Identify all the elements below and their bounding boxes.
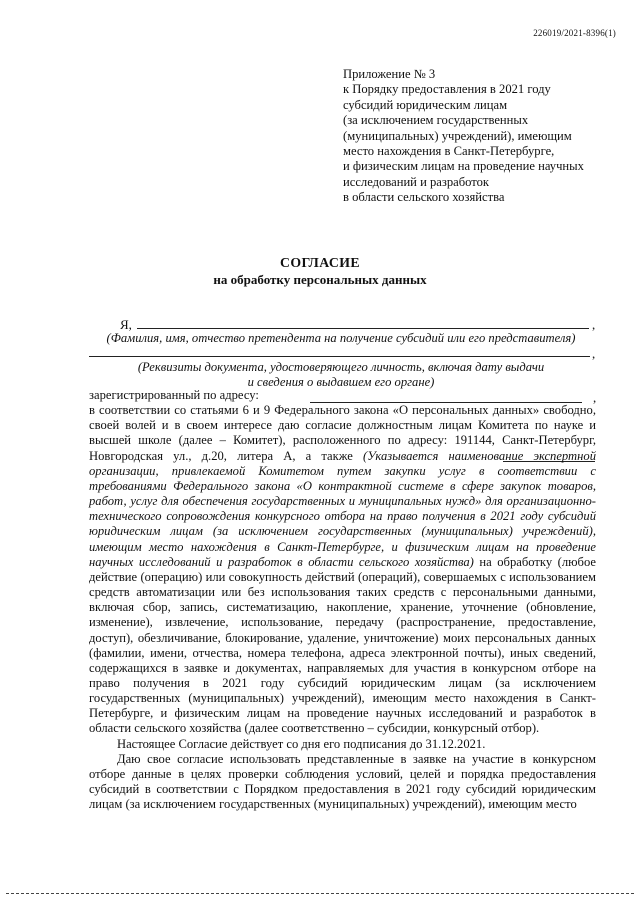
document-number: 226019/2021-8396(1) [533,28,616,38]
registered-label: зарегистрированный по адресу: [89,388,259,402]
page-bottom-rule [6,893,634,894]
address-comma: , [593,390,597,405]
id-document-hint-2: и сведения о выдавшем его органе) [247,375,435,389]
id-document-comma: , [592,346,596,361]
appendix-block [343,67,623,206]
ya-label: Я, [120,317,132,332]
appendix-line: (за исключением государственных [343,113,529,128]
appendix-line: и физическим лицам на проведение научных [343,159,584,174]
fio-hint: (Фамилия, имя, отчество претендента на получение субсидий или его представителя) [106,331,576,345]
expert-org-hint: (Указывается наименование экспертной организации, привлекаемой Комитетом путем закупки услуг в соответствии с требованиями Федерального закона «О контрактной системе в сфере закупок товаров, работ, услуг для обеспечения государственных и муниципальных нужд» для организационно-технического сопровождения конкурсного отбора на право получения в 2021 году субсидий юридическим лицам (за исключением государственных (муниципальных) учреждений), имеющим место нахождения в Санкт-Петербурге, и физическим лицам на проведение научных исследований и разработок в области сельского хозяйства) [89,448,596,569]
fio-field[interactable] [137,314,589,329]
appendix-line: исследований и разработок [343,174,489,189]
appendix-line: Приложение № 3 [343,67,436,81]
id-document-field[interactable] [89,342,590,357]
document-subtitle: на обработку персональных данных [213,272,427,287]
consent-body [89,388,596,812]
appendix-line: субсидий юридическим лицам [343,97,508,112]
appendix-line: (муниципальных) учреждений), имеющим [343,128,572,143]
appendix-line: место нахождения в Санкт-Петербурге, [343,144,555,159]
consent-paragraph-3: Даю свое согласие использовать представленные в заявке на участие в конкурсном отборе данные в целях проверки соблюдения условий, целей и порядка предоставления субсидий в соответствии с Порядком предоставления в 2021 году субсидий юридическим лицам (за исключением государственных (муниципальных) учреждений), имеющим место [89,751,596,812]
id-document-hint-1: (Реквизиты документа, удостоверяющего личность, включая дату выдачи [137,360,545,374]
para1-tail: на обработку (любое действие (операцию) или совокупность действий (операций), совершаемых с использованием средств автоматизации или без использования таких средств с персональными данными, включая сбор, запись, систематизацию, накопление, хранение, уточнение (обновление, изменение), извлечение, использование, передачу (распространение, предоставление, доступ), обезличивание, блокирование, удаление, уничтожение) моих персональных данных (фамилии, имени, отчества, номера телефона, адреса электронной почты), иных сведений, содержащихся в заявке и документах, направляемых для участия в конкурсном отборе на право получения в 2021 году субсидий юридическим лицам (за исключением государственных (муниципальных) учреждений), имеющим место нахождения в Санкт-Петербурге, и физическим лицам на проведение научных исследований и разработок в области сельского хозяйства (далее соответственно – субсидии, конкурсный отбор). [89,554,596,736]
consent-paragraph-1 [89,403,596,736]
document-title: СОГЛАСИЕ [279,255,361,270]
fio-comma: , [592,317,596,332]
para1-text: в соответствии со статьями 6 и 9 Федерального закона «О персональных данных» свободно, своей волей и в своем интересе даю согласие должностным лицам Комитета по науке и высшей школе (далее – Комитет), расположенного по адресу: 191144, Санкт-Петербург, Новгородская ул., д.20, литера А, а также [89,403,596,463]
appendix-line: в области сельского хозяйства [343,190,505,205]
appendix-line: к Порядку предоставления в 2021 году [343,82,551,97]
consent-paragraph-2: Настоящее Согласие действует со дня его подписания до 31.12.2021. [117,736,486,751]
